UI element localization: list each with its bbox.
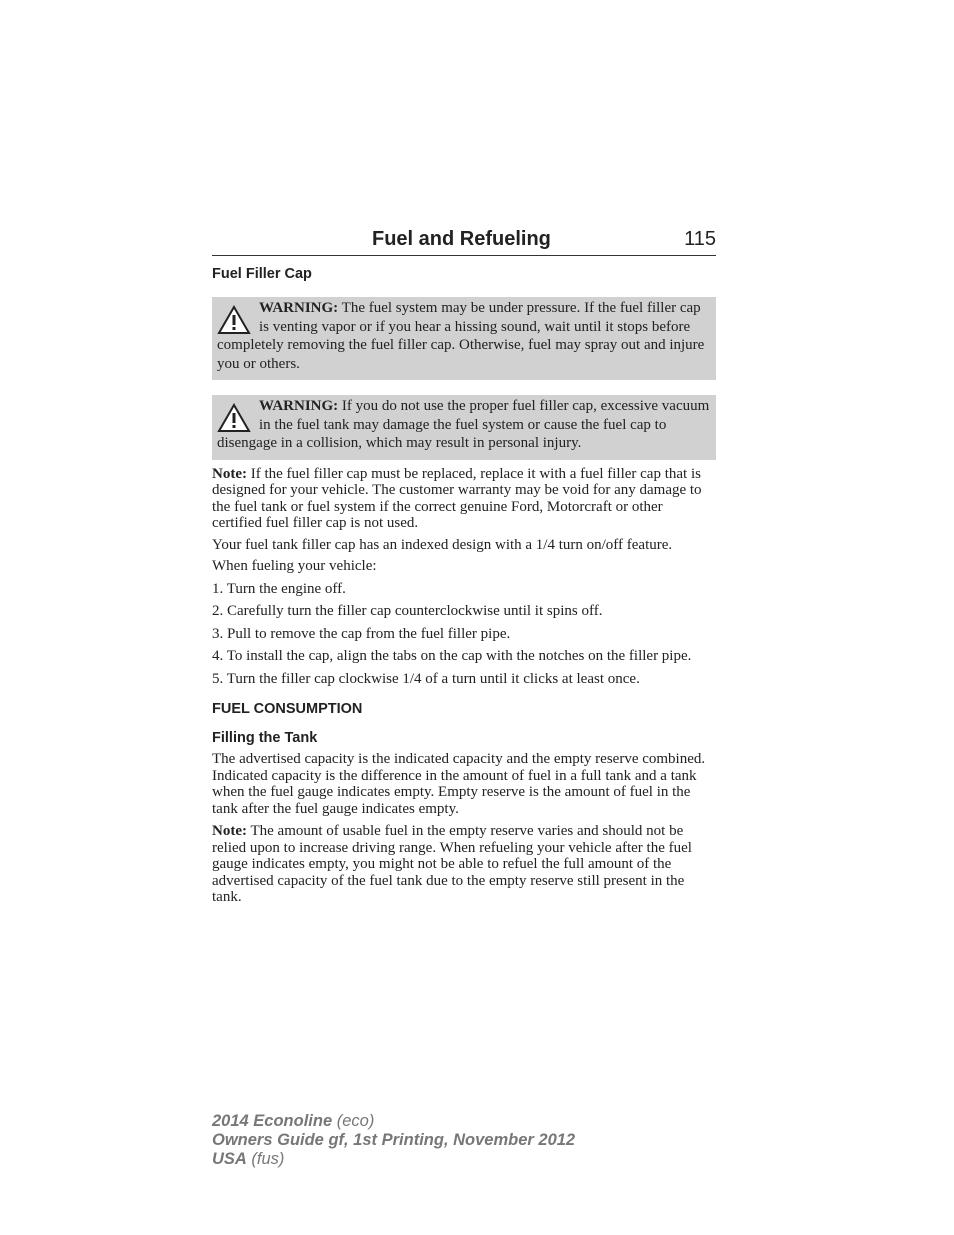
warning-triangle-icon [217, 305, 251, 335]
page-number: 115 [684, 228, 716, 250]
subsection-heading-filling-the-tank: Filling the Tank [212, 730, 318, 746]
paragraph-advertised-capacity: The advertised capacity is the indicated capacity and the empty reserve combined. Indicated capacity is the difference in the amount of fuel in a full tank and a tank when the fuel gauge indicates empty. Empty reserve is the amount of fuel in the tank after the fuel gauge indicates empty. [212, 751, 706, 817]
page-content [212, 228, 716, 906]
warning-box-pressure [212, 297, 716, 380]
footer-line-model [212, 1112, 575, 1131]
note-label: Note: [212, 465, 247, 482]
note-paragraph-replacement [212, 466, 716, 532]
list-item: 1. Turn the engine off. [212, 580, 346, 597]
footer-market: USA [212, 1150, 247, 1168]
warning-label: WARNING: [259, 398, 339, 414]
warning-text: If you do not use the proper fuel filler cap, excessive vacuum in the fuel tank may damage the fuel system or cause the fuel cap to disengage in a collision, which may result in personal injury. [217, 398, 710, 451]
paragraph-indexed-design: Your fuel tank filler cap has an indexed design with a 1/4 turn on/off feature. [212, 536, 673, 553]
note-text: The amount of usable fuel in the empty reserve varies and should not be relied upon to increase driving range. When refueling your vehicle after the fuel gauge indicates empty, you might not be able to refuel the full amount of the advertised capacity of the fuel tank due to the empty reserve still present in the tank. [212, 823, 692, 905]
warning-label: WARNING: [259, 300, 339, 316]
section-heading-fuel-consumption: FUEL CONSUMPTION [212, 701, 363, 717]
warning-triangle-icon [217, 403, 251, 433]
warning-text: The fuel system may be under pressure. If the fuel filler cap is venting vapor or if you hear a hissing sound, wait until it stops before completely removing the fuel filler cap. Otherwise, fuel may spray out and injure you or others. [217, 300, 705, 372]
paragraph-when-fueling: When fueling your vehicle: [212, 558, 377, 574]
note-paragraph-empty-reserve [212, 823, 716, 906]
page-header [212, 228, 716, 256]
list-item: 5. Turn the filler cap clockwise 1/4 of a turn until it clicks at least once. [212, 670, 640, 687]
footer-model: 2014 Econoline [212, 1112, 333, 1130]
note-label: Note: [212, 823, 247, 839]
page-title: Fuel and Refueling [372, 228, 551, 250]
list-item: 2. Carefully turn the filler cap counterclockwise until it spins off. [212, 603, 603, 619]
footer-line-market [212, 1150, 575, 1169]
footer-market-code: (fus) [246, 1150, 285, 1168]
list-item: 4. To install the cap, align the tabs on the cap with the notches on the filler pipe. [212, 648, 692, 664]
page-footer [212, 1112, 575, 1169]
section-heading-fuel-filler-cap: Fuel Filler Cap [212, 266, 312, 282]
list-item: 3. Pull to remove the cap from the fuel filler pipe. [212, 625, 511, 642]
note-text: If the fuel filler cap must be replaced, replace it with a fuel filler cap that is designed for your vehicle. The customer warranty may be void for any damage to the fuel tank or fuel system if the correct genuine Ford, Motorcraft or other certified fuel filler cap is not used. [212, 465, 702, 531]
warning-box-vacuum [212, 395, 716, 460]
footer-model-code: (eco) [332, 1112, 375, 1130]
footer-line-printing: Owners Guide gf, 1st Printing, November 2012 [212, 1131, 576, 1149]
